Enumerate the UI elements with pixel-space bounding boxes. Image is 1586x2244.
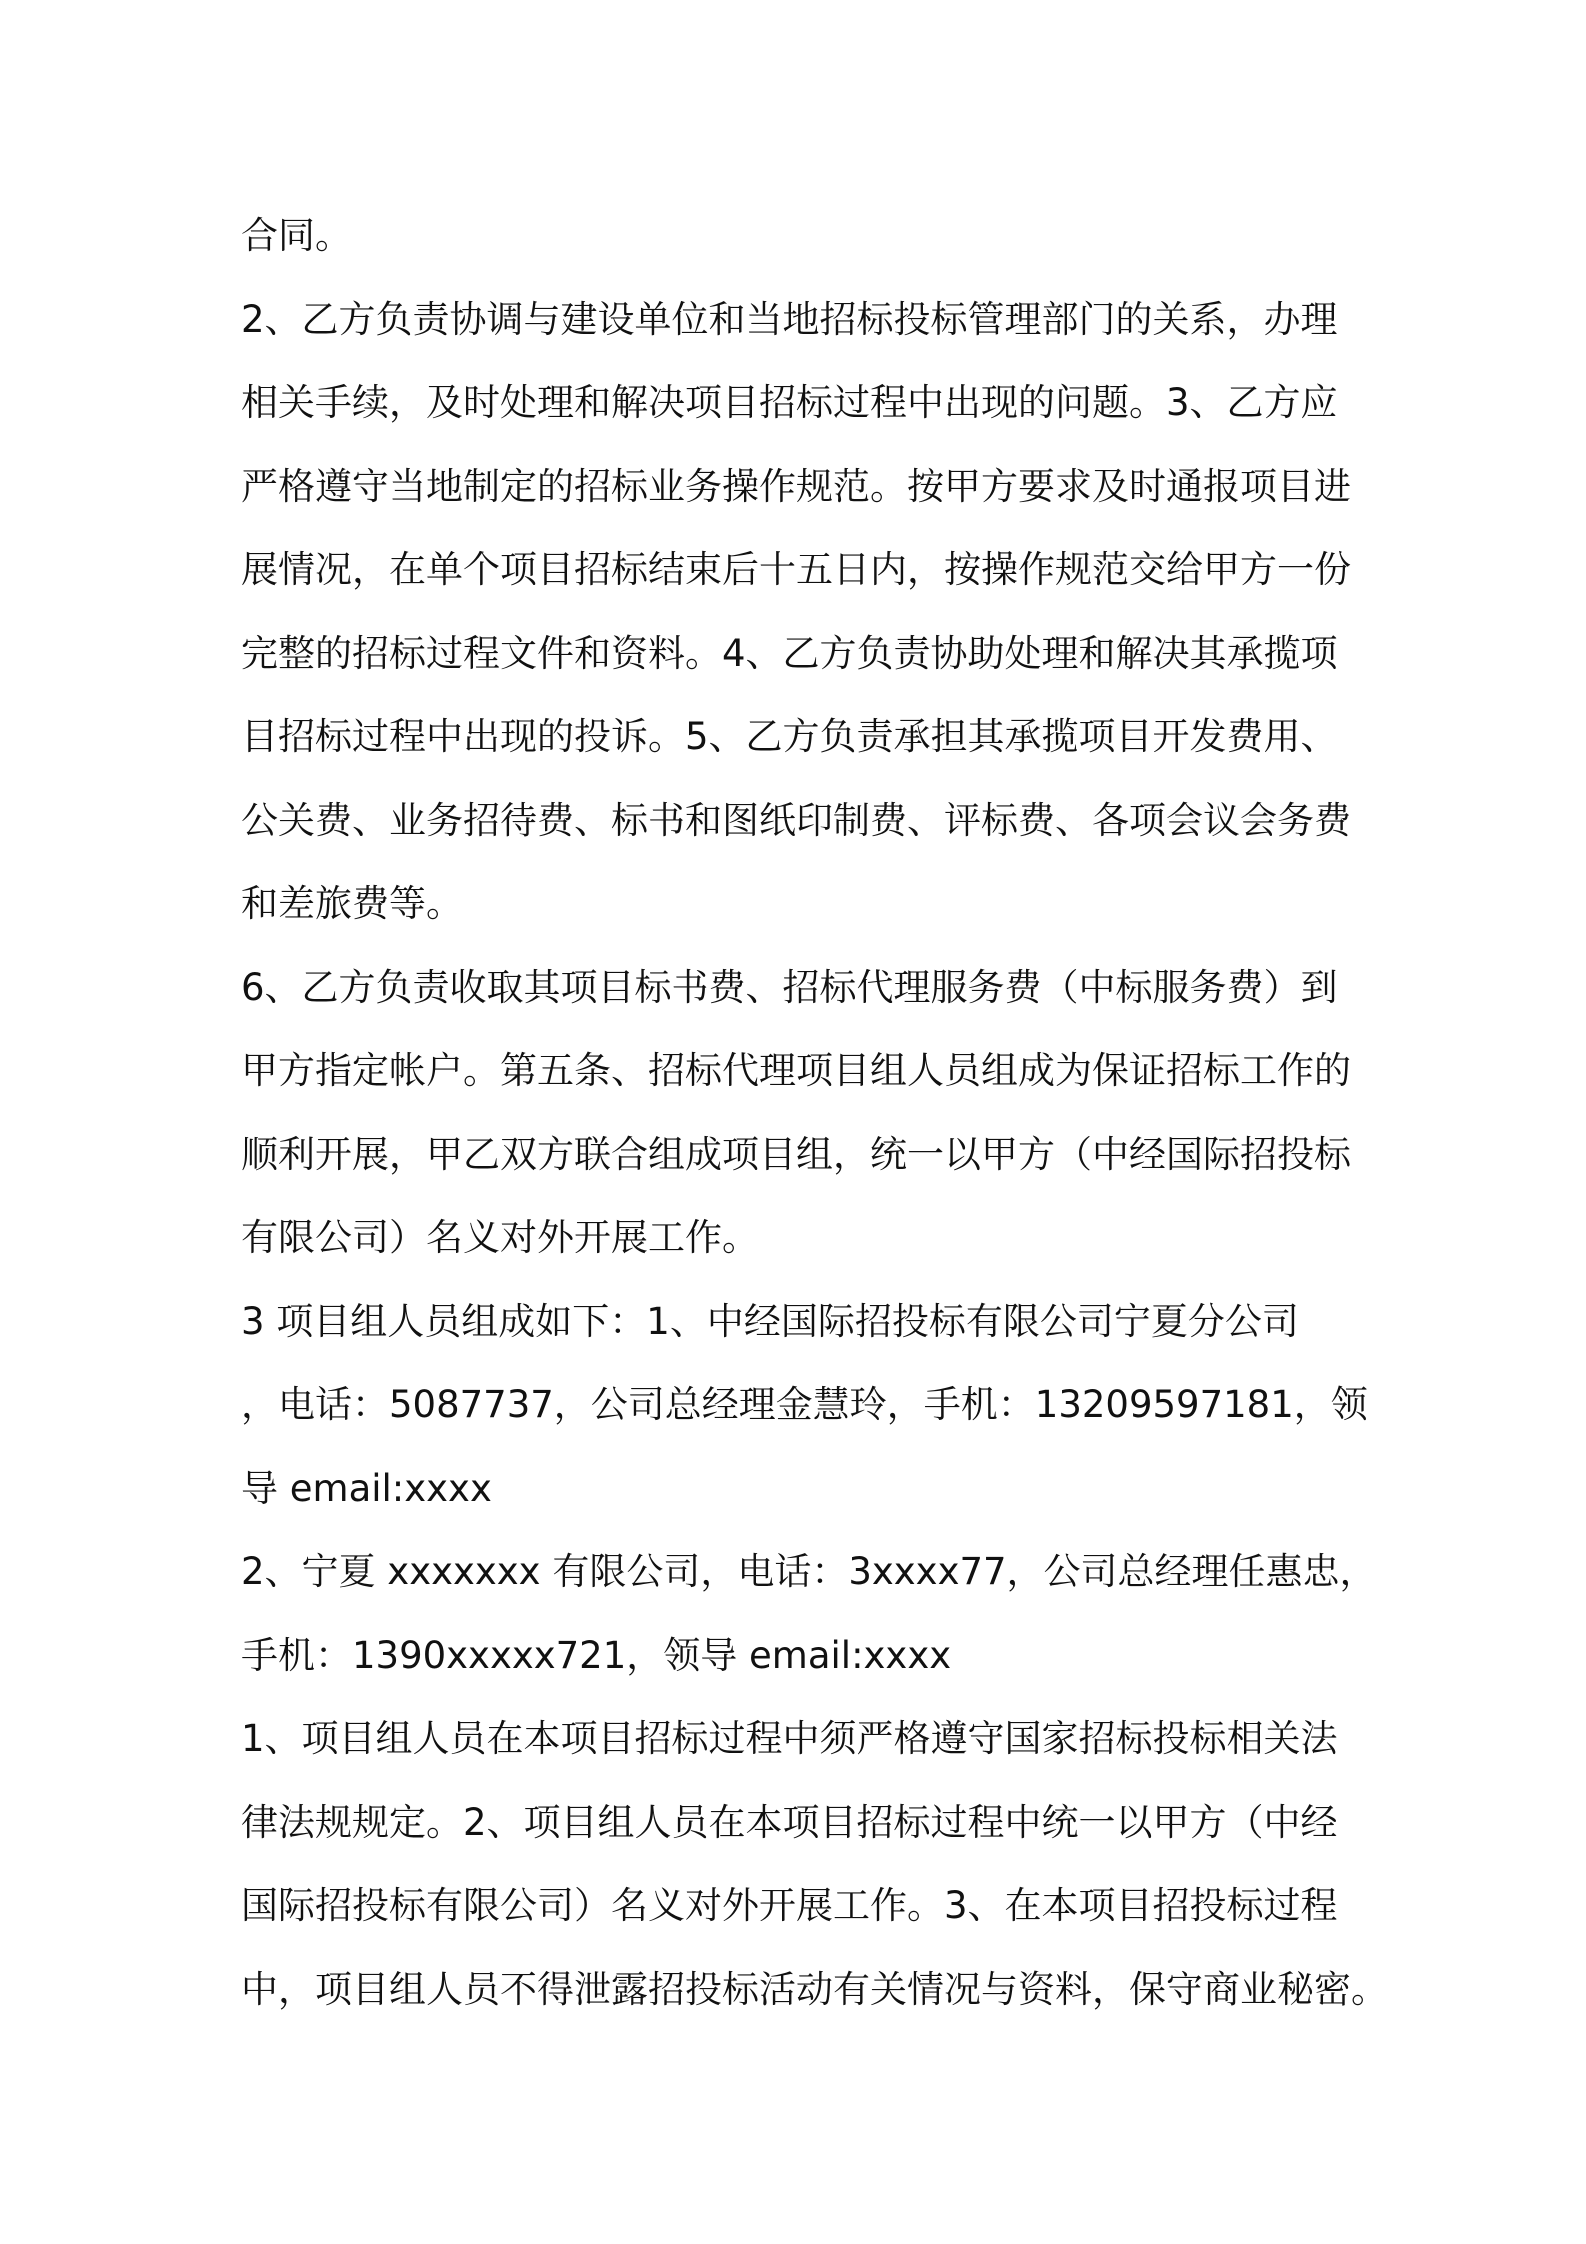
text-line: 甲方指定帐户。第五条、招标代理项目组人员组成为保证招标工作的 (241, 1049, 1351, 1092)
text-line: 1、项目组人员在本项目招标过程中须严格遵守国家招标投标相关法 (241, 1717, 1338, 1760)
text-line: 3 项目组人员组成如下：1、中经国际招投标有限公司宁夏分公司 (241, 1299, 1299, 1343)
text-line: 导 email:xxxx (241, 1466, 492, 1510)
text-line: 和差旅费等。 (241, 882, 463, 925)
text-line: 6、乙方负责收取其项目标书费、招标代理服务费（中标服务费）到 (241, 965, 1338, 1009)
text-line: 相关手续，及时处理和解决项目招标过程中出现的问题。3、乙方应 (241, 381, 1338, 424)
text-line: 律法规规定。2、项目组人员在本项目招标过程中统一以甲方（中经 (241, 1800, 1338, 1844)
text-line: 目招标过程中出现的投诉。5、乙方负责承担其承揽项目开发费用、 (241, 715, 1338, 758)
text-line: 有限公司）名义对外开展工作。 (241, 1216, 759, 1259)
document-body (241, 194, 1388, 2031)
text-line: 严格遵守当地制定的招标业务操作规范。按甲方要求及时通报项目进 (241, 464, 1351, 508)
text-line: 展情况，在单个项目招标结束后十五日内，按操作规范交给甲方一份 (241, 548, 1351, 591)
text-line: 顺利开展，甲乙双方联合组成项目组，统一以甲方（中经国际招投标 (241, 1132, 1351, 1176)
text-line: 合同。 (241, 214, 352, 257)
text-line: 手机：1390xxxxx721，领导 email:xxxx (241, 1633, 952, 1677)
text-line: 完整的招标过程文件和资料。4、乙方负责协助处理和解决其承揽项 (241, 631, 1338, 675)
text-line: 中，项目组人员不得泄露招投标活动有关情况与资料，保守商业秘密。 (241, 1967, 1388, 2011)
text-line: 国际招投标有限公司）名义对外开展工作。3、在本项目招投标过程 (241, 1884, 1338, 1927)
text-line: 公关费、业务招待费、标书和图纸印制费、评标费、各项会议会务费 (241, 798, 1351, 842)
text-line: 2、乙方负责协调与建设单位和当地招标投标管理部门的关系，办理 (241, 297, 1338, 341)
text-line: 2、宁夏 xxxxxxx 有限公司，电话：3xxxx77，公司总经理任惠忠， (241, 1550, 1377, 1593)
text-line: ，电话：5087737，公司总经理金慧玲，手机：13209597181，领 (241, 1383, 1368, 1426)
